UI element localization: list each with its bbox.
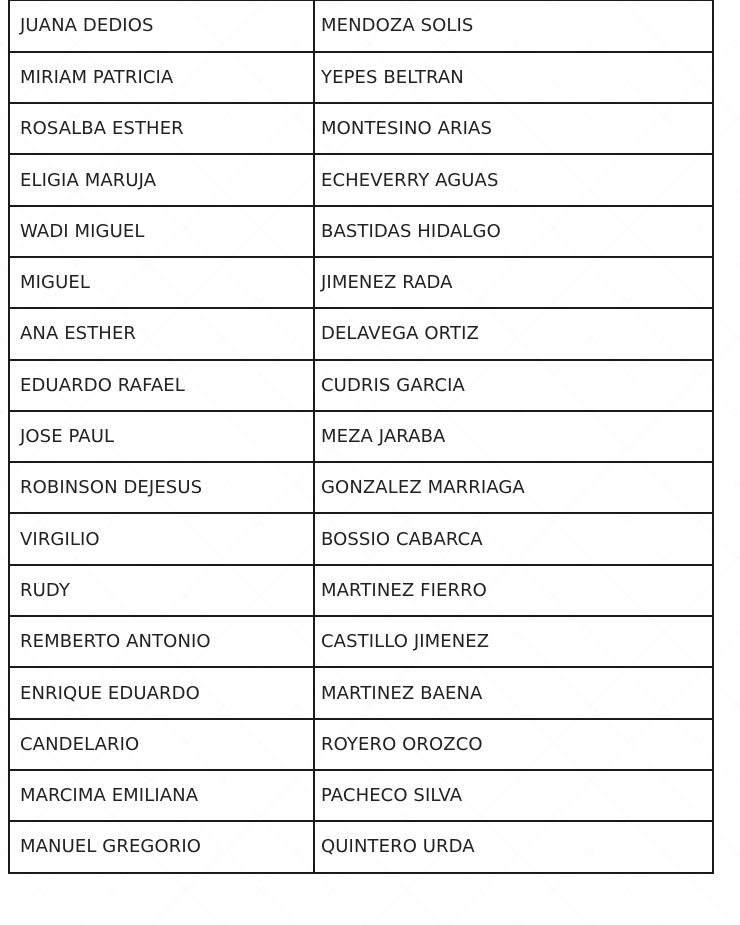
last-name-cell: MARTINEZ FIERRO [314, 565, 713, 616]
first-name-cell: MARCIMA EMILIANA [9, 770, 314, 821]
last-name-cell: MEZA JARABA [314, 411, 713, 462]
last-name-cell: CUDRIS GARCIA [314, 360, 713, 411]
table-row [9, 103, 713, 154]
last-name-cell: GONZALEZ MARRIAGA [314, 462, 713, 513]
last-name-cell: BASTIDAS HIDALGO [314, 206, 713, 257]
last-name-cell: MARTINEZ BAENA [314, 667, 713, 718]
table-row [9, 154, 713, 205]
first-name-cell: MANUEL GREGORIO [9, 821, 314, 872]
table-row [9, 52, 713, 103]
table-row [9, 206, 713, 257]
table-row [9, 821, 713, 872]
last-name-cell: JIMENEZ RADA [314, 257, 713, 308]
first-name-cell: ANA ESTHER [9, 308, 314, 359]
first-name-cell: JUANA DEDIOS [9, 1, 314, 52]
last-name-cell: ROYERO OROZCO [314, 719, 713, 770]
first-name-cell: RUDY [9, 565, 314, 616]
names-table [8, 0, 714, 874]
table-row [9, 462, 713, 513]
last-name-cell: ECHEVERRY AGUAS [314, 154, 713, 205]
table-row [9, 1, 713, 52]
table-row [9, 667, 713, 718]
last-name-cell: QUINTERO URDA [314, 821, 713, 872]
last-name-cell: MENDOZA SOLIS [314, 1, 713, 52]
table-row [9, 616, 713, 667]
first-name-cell: VIRGILIO [9, 513, 314, 564]
table-row [9, 565, 713, 616]
first-name-cell: ELIGIA MARUJA [9, 154, 314, 205]
first-name-cell: CANDELARIO [9, 719, 314, 770]
first-name-cell: ENRIQUE EDUARDO [9, 667, 314, 718]
table-row [9, 719, 713, 770]
first-name-cell: MIGUEL [9, 257, 314, 308]
first-name-cell: JOSE PAUL [9, 411, 314, 462]
first-name-cell: ROSALBA ESTHER [9, 103, 314, 154]
table-row [9, 770, 713, 821]
table-row [9, 360, 713, 411]
last-name-cell: CASTILLO JIMENEZ [314, 616, 713, 667]
first-name-cell: ROBINSON DEJESUS [9, 462, 314, 513]
first-name-cell: WADI MIGUEL [9, 206, 314, 257]
last-name-cell: PACHECO SILVA [314, 770, 713, 821]
last-name-cell: BOSSIO CABARCA [314, 513, 713, 564]
last-name-cell: MONTESINO ARIAS [314, 103, 713, 154]
first-name-cell: EDUARDO RAFAEL [9, 360, 314, 411]
table-row [9, 411, 713, 462]
table-row [9, 513, 713, 564]
first-name-cell: REMBERTO ANTONIO [9, 616, 314, 667]
table-row [9, 257, 713, 308]
first-name-cell: MIRIAM PATRICIA [9, 52, 314, 103]
last-name-cell: YEPES BELTRAN [314, 52, 713, 103]
table-row [9, 308, 713, 359]
last-name-cell: DELAVEGA ORTIZ [314, 308, 713, 359]
